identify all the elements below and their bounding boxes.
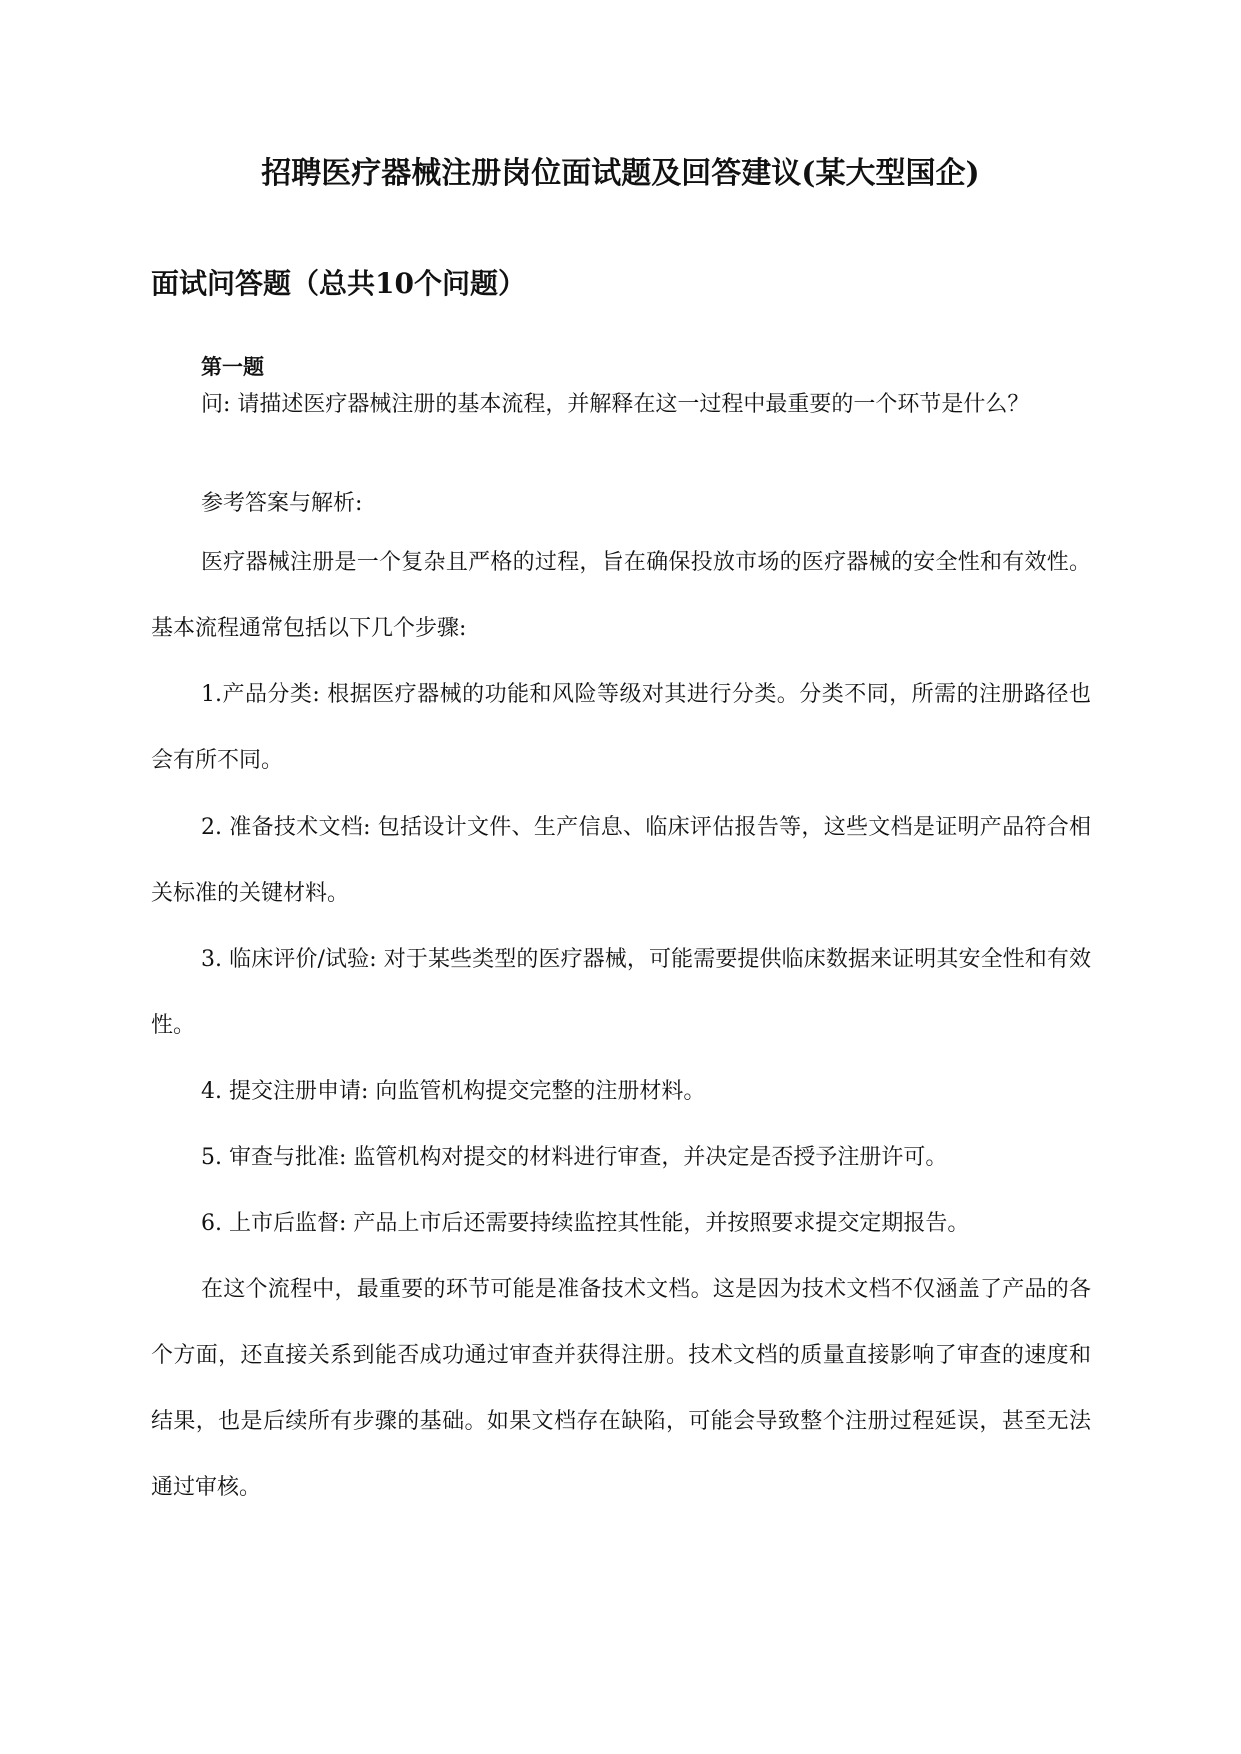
step-item-6: 6. 上市后监督: 产品上市后还需要持续监控其性能，并按照要求提交定期报告。 <box>201 1211 970 1236</box>
answer-intro: 医疗器械注册是一个复杂且严格的过程，旨在确保投放市场的医疗器械的安全性和有效性。基本流程通常包括以下几个步骤: <box>151 550 1091 641</box>
answer-label: 参考答案与解析: <box>201 491 363 516</box>
question-number-title: 第一题 <box>201 354 264 379</box>
step-item-2: 2. 准备技术文档: 包括设计文件、生产信息、临床评估报告等，这些文档是证明产品符合相关标准的关键材料。 <box>151 815 1091 906</box>
step-item-3: 3. 临床评价/试验: 对于某些类型的医疗器械，可能需要提供临床数据来证明其安全性和有效性。 <box>151 947 1091 1038</box>
document-title: 招聘医疗器械注册岗位面试题及回答建议(某大型国企) <box>261 156 980 191</box>
step-item-1: 1.产品分类: 根据医疗器械的功能和风险等级对其进行分类。分类不同，所需的注册路径也会有所不同。 <box>151 682 1091 773</box>
answer-conclusion: 在这个流程中，最重要的环节可能是准备技术文档。这是因为技术文档不仅涵盖了产品的各个方面，还直接关系到能否成功通过审查并获得注册。技术文档的质量直接影响了审查的速度和结果，也是后续所有步骤的基础。如果文档存在缺陷，可能会导致整个注册过程延误，甚至无法通过审核。 <box>151 1277 1091 1500</box>
question-text: 问: 请描述医疗器械注册的基本流程，并解释在这一过程中最重要的一个环节是什么？ <box>201 392 1030 417</box>
step-item-4: 4. 提交注册申请: 向监管机构提交完整的注册材料。 <box>201 1079 706 1104</box>
section-heading: 面试问答题（总共10个问题） <box>151 267 526 300</box>
step-item-5: 5. 审查与批准: 监管机构对提交的材料进行审查，并决定是否授予注册许可。 <box>201 1145 948 1170</box>
